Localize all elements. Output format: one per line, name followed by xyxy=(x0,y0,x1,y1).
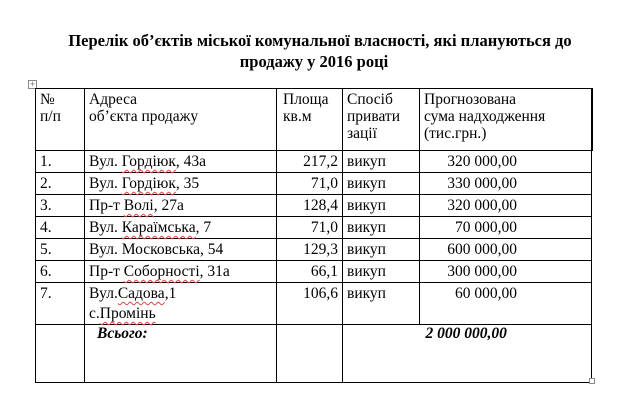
row-method: викуп xyxy=(343,261,420,283)
row-area: 71,0 xyxy=(277,173,343,195)
header-forecast-text: Прогнозована сума надходження (тис.грн.) xyxy=(424,91,546,142)
header-area-text: Площа кв.м xyxy=(283,91,329,125)
row-area: 71,0 xyxy=(277,217,343,239)
table-row xyxy=(36,283,592,325)
spellcheck-word: Соборності xyxy=(123,263,200,280)
header-method xyxy=(343,89,420,151)
row-address: Вул. Гордіюк, 35 xyxy=(85,173,277,195)
table-header-row xyxy=(36,89,592,151)
header-num xyxy=(36,89,85,151)
row-sum: 320 000,00 xyxy=(420,195,592,217)
row-area: 128,4 xyxy=(277,195,343,217)
row-num: 1. xyxy=(36,151,85,173)
row-sum: 330 000,00 xyxy=(420,173,592,195)
row-sum: 320 000,00 xyxy=(420,151,592,173)
spellcheck-word: Волі xyxy=(123,197,154,214)
move-table-icon[interactable]: + xyxy=(29,80,36,88)
table-row xyxy=(36,239,592,261)
table-row xyxy=(36,217,592,239)
row-method: викуп xyxy=(343,239,420,261)
header-num-text: № п/п xyxy=(40,91,61,125)
total-label: Всього: xyxy=(85,325,277,383)
title-line-1: Перелік об’єктів міської комунальної власності, які плануються до xyxy=(68,31,572,50)
row-sum: 60 000,00 xyxy=(420,283,592,325)
header-address xyxy=(85,89,277,151)
row-address: Вул.Садова,1 с.Промінь xyxy=(85,283,277,325)
total-sum: 2 000 000,00 xyxy=(420,325,592,383)
row-area: 217,2 xyxy=(277,151,343,173)
sale-objects-table xyxy=(35,88,593,383)
row-method: викуп xyxy=(343,217,420,239)
row-method: викуп xyxy=(343,173,420,195)
total-row xyxy=(36,325,592,383)
row-address: Пр-т Соборності, 31а xyxy=(85,261,277,283)
row-address: Пр-т Волі, 27а xyxy=(85,195,277,217)
title-line-2: продажу у 2016 році xyxy=(239,52,389,71)
spellcheck-word: Караїмська xyxy=(121,219,196,236)
spellcheck-word: Гордіюк xyxy=(121,153,176,170)
spellcheck-word: Садова xyxy=(117,285,165,302)
row-method: викуп xyxy=(343,283,420,325)
document-title xyxy=(0,30,640,72)
row-area: 106,6 xyxy=(277,283,343,325)
row-area: 129,3 xyxy=(277,239,343,261)
row-num: 3. xyxy=(36,195,85,217)
row-area: 66,1 xyxy=(277,261,343,283)
row-num: 5. xyxy=(36,239,85,261)
row-method: викуп xyxy=(343,195,420,217)
row-address: Вул. Караїмська, 7 xyxy=(85,217,277,239)
table-row xyxy=(36,173,592,195)
table-resize-handle[interactable] xyxy=(589,378,595,384)
row-num: 4. xyxy=(36,217,85,239)
header-forecast xyxy=(420,89,592,151)
row-sum: 300 000,00 xyxy=(420,261,592,283)
header-address-text: Адреса об’єкта продажу xyxy=(89,91,199,125)
header-area xyxy=(277,89,343,151)
table-row xyxy=(36,151,592,173)
row-num: 7. xyxy=(36,283,85,325)
row-num: 6. xyxy=(36,261,85,283)
row-sum: 70 000,00 xyxy=(420,217,592,239)
row-address: Вул. Гордіюк, 43а xyxy=(85,151,277,173)
row-sum: 600 000,00 xyxy=(420,239,592,261)
row-method: викуп xyxy=(343,151,420,173)
header-method-text: Спосіб привати зації xyxy=(347,91,401,142)
spellcheck-word: Гордіюк xyxy=(121,175,176,192)
spellcheck-word: Промінь xyxy=(99,305,156,322)
row-num: 2. xyxy=(36,173,85,195)
table-row xyxy=(36,261,592,283)
table-row xyxy=(36,195,592,217)
row-address: Вул. Московська, 54 xyxy=(85,239,277,261)
